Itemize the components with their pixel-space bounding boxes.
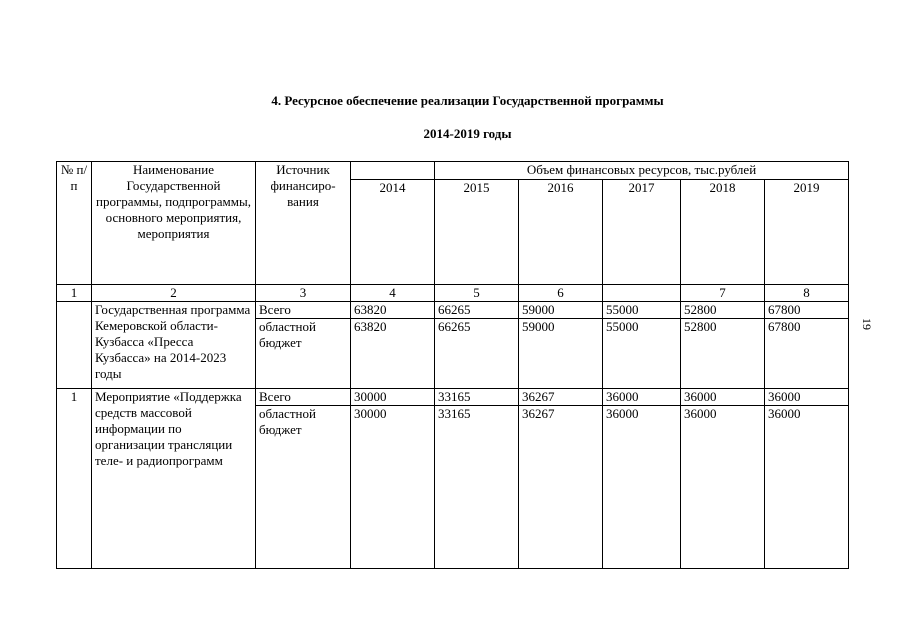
row-value: 67800 [765, 319, 849, 389]
index-cell: 8 [765, 285, 849, 302]
row-value: 33165 [435, 406, 519, 569]
year-2018: 2018 [681, 180, 765, 285]
year-2017: 2017 [603, 180, 681, 285]
header-name: Наименование Государственной программы, подпрограммы, основного мероприятия, мероприятия [92, 162, 256, 285]
row-value: 36000 [681, 406, 765, 569]
row-value: 33165 [435, 389, 519, 406]
row-num [57, 302, 92, 389]
row-source: областной бюджет [256, 406, 351, 569]
year-2019: 2019 [765, 180, 849, 285]
row-value: 36000 [681, 389, 765, 406]
year-2016: 2016 [519, 180, 603, 285]
row-value: 36000 [765, 389, 849, 406]
row-value: 59000 [519, 319, 603, 389]
header-num: № п/п [57, 162, 92, 285]
header-blank [351, 162, 435, 180]
row-value: 36000 [765, 406, 849, 569]
row-source: областной бюджет [256, 319, 351, 389]
row-value: 30000 [351, 406, 435, 569]
index-cell [603, 285, 681, 302]
index-cell: 5 [435, 285, 519, 302]
row-value: 52800 [681, 302, 765, 319]
index-cell: 7 [681, 285, 765, 302]
index-cell: 1 [57, 285, 92, 302]
row-num: 1 [57, 389, 92, 569]
section-title: 4. Ресурсное обеспечение реализации Государственной программы [271, 93, 664, 108]
section-subtitle: 2014-2019 годы [423, 126, 512, 141]
row-value: 55000 [603, 319, 681, 389]
resource-table [56, 161, 849, 569]
table-row [57, 302, 849, 319]
row-value: 52800 [681, 319, 765, 389]
header-volume: Объем финансовых ресурсов, тыс.рублей [435, 162, 849, 180]
row-value: 66265 [435, 302, 519, 319]
year-2015: 2015 [435, 180, 519, 285]
row-value: 36267 [519, 389, 603, 406]
row-value: 66265 [435, 319, 519, 389]
row-name: Государственная программа Кемеровской области- Кузбасса «Пресса Кузбасса» на 2014-2023 годы [92, 302, 256, 389]
row-value: 63820 [351, 302, 435, 319]
row-value: 30000 [351, 389, 435, 406]
row-source: Всего [256, 302, 351, 319]
index-cell: 6 [519, 285, 603, 302]
row-value: 63820 [351, 319, 435, 389]
row-value: 36000 [603, 406, 681, 569]
row-value: 36000 [603, 389, 681, 406]
row-value: 55000 [603, 302, 681, 319]
index-cell: 4 [351, 285, 435, 302]
row-value: 67800 [765, 302, 849, 319]
table-row [57, 389, 849, 406]
index-cell: 2 [92, 285, 256, 302]
year-2014: 2014 [351, 180, 435, 285]
header-source: Источник финансиро-вания [256, 162, 351, 285]
page-number: 19 [860, 318, 874, 330]
row-value: 59000 [519, 302, 603, 319]
row-source: Всего [256, 389, 351, 406]
row-value: 36267 [519, 406, 603, 569]
row-name: Мероприятие «Поддержка средств массовой информации по организации трансляции теле- и радиопрограмм [92, 389, 256, 569]
index-cell: 3 [256, 285, 351, 302]
